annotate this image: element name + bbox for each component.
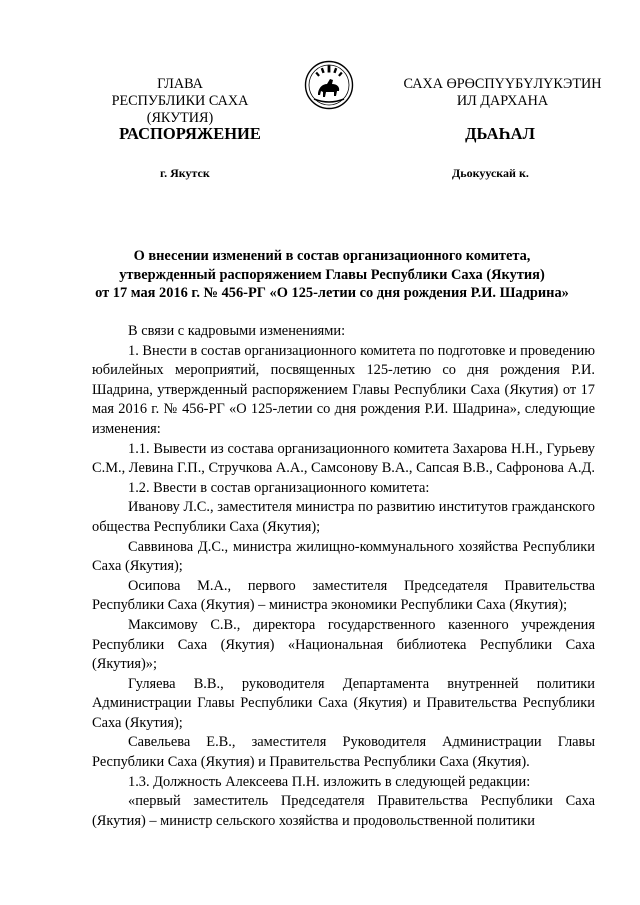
doc-type-ru: РАСПОРЯЖЕНИЕ	[119, 124, 261, 143]
issuer-sah-line2: ИЛ ДАРХАНА	[456, 93, 549, 109]
city-sah: Дьокуускай к.	[452, 166, 529, 180]
paragraph: Максимову С.В., директора государственного казенного учреждения Республики Саха (Якутия) «Национальная библиотека Республики Саха (Якутия)»;	[92, 616, 595, 673]
issuer-ru-line2: РЕСПУБЛИКИ САХА (ЯКУТИЯ)	[111, 93, 249, 126]
paragraph: Осипова М.А., первого заместителя Председателя Правительства Республики Саха (Якутия) – министра экономики Республики Саха (Якутия);	[92, 577, 595, 614]
paragraph: «первый заместитель Председателя Правительства Республики Саха (Якутия) – министр сельского хозяйства и продовольственной политики	[92, 793, 595, 829]
document-body	[92, 322, 595, 831]
paragraph: Савельева Е.В., заместителя Руководителя Администрации Главы Республики Саха (Якутия) и Правительства Республики Саха (Якутия).	[92, 734, 595, 771]
paragraph: В связи с кадровыми изменениями:	[128, 323, 346, 339]
paragraph: 1.2. Ввести в состав организационного комитета:	[128, 479, 430, 496]
paragraph: 1.1. Вывести из состава организационного комитета Захарова Н.Н., Гурьеву С.М., Левина Г.П., Стручкова А.А., Самсонову В.А., Сапсая В.В., Сафронова А.Д.	[92, 440, 595, 477]
city-ru: г. Якутск	[160, 166, 210, 180]
paragraph: Иванову Л.С., заместителя министра по развитию институтов гражданского общества Республики Саха (Якутия);	[92, 499, 595, 535]
title-line-3: от 17 мая 2016 г. № 456-РГ «О 125-летии со дня рождения Р.И. Шадрина»	[95, 285, 569, 301]
title-line-2: утвержденный распоряжением Главы Республики Саха (Якутия)	[119, 266, 545, 283]
issuer-sah-line1: САХА ӨРӨСПҮҮБҮЛҮКЭТИН	[403, 76, 602, 92]
coat-of-arms-icon	[304, 60, 354, 110]
paragraph: 1. Внести в состав организационного комитета по подготовке и проведению юбилейных мероприятий, посвященных 125-летию со дня рождения Р.И. Шадрина, утвержденный распоряжением Главы Республики Саха (Якутия) от 17 мая 2016 г. № 456-РГ «О 125-летии со дня рождения Р.И. Шадрина», следующие изменения:	[92, 342, 595, 437]
issuer-sah	[385, 76, 620, 110]
paragraph: 1.3. Должность Алексеева П.Н. изложить в следующей редакции:	[128, 773, 531, 790]
doc-type-sah: ДЬАҺАЛ	[465, 124, 535, 143]
title-line-1: О внесении изменений в состав организационного комитета,	[133, 248, 531, 264]
paragraph: Саввинова Д.С., министра жилищно-коммунального хозяйства Республики Саха (Якутия);	[92, 538, 595, 575]
document-title	[82, 247, 582, 303]
paragraph: Гуляева В.В., руководителя Департамента внутренней политики Администрации Главы Республики Саха (Якутия) и Правительства Республики Саха (Якутия);	[92, 675, 595, 731]
issuer-ru-line1: ГЛАВА	[157, 76, 203, 92]
issuer-ru	[80, 76, 280, 127]
